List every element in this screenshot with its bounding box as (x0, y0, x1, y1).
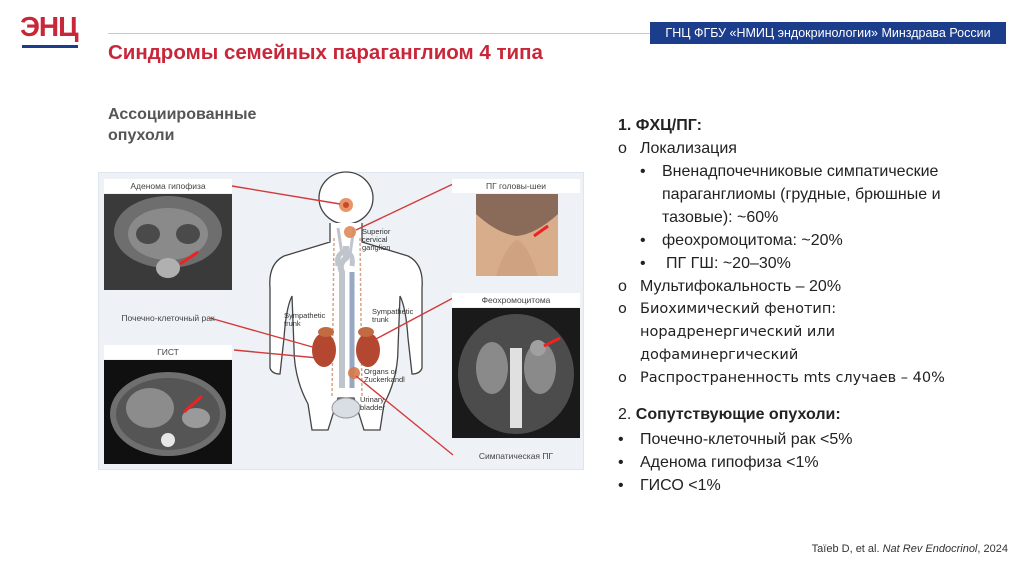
item-pheochromocytoma: • феохромоцитома: ~20% (640, 232, 843, 249)
label-sympathetic-trunk-right: Sympathetic trunk (372, 307, 414, 324)
label-zuckerkandl: Organs of Zuckerkandl (364, 367, 405, 384)
label-renal-cell-carcinoma: Почечно-клеточный рак (121, 313, 215, 323)
label-head-neck-pg: ПГ головы-шеи (452, 179, 580, 193)
item-giso: • ГИСО <1% (618, 477, 721, 494)
pituitary-mri-image (104, 194, 232, 290)
item-rcc: • Почечно-клеточный рак <5% (618, 431, 853, 448)
item-biochem-line3: дофаминергический (640, 347, 799, 363)
section2-heading: 2. Сопутствующие опухоли: (618, 406, 841, 423)
item-extra-adrenal-line3: тазовые): ~60% (662, 209, 779, 226)
header-divider (108, 33, 650, 34)
item-biochem-line2: норадренергический или (640, 324, 836, 340)
citation: Taïeb D, et al. Nat Rev Endocrinol, 2024 (811, 543, 1008, 555)
item-multifocality: o Мультифокальность – 20% (618, 278, 842, 295)
section1-heading: 1. ФХЦ/ПГ: (618, 117, 702, 134)
label-sympathetic-trunk-left: Sympathetic trunk (284, 311, 326, 328)
item-extra-adrenal: • Вненадпочечниковые симпатические (640, 163, 939, 180)
label-sympathetic-pg: Симпатическая ПГ (478, 451, 554, 461)
logo-text: ЭНЦ (20, 11, 78, 42)
org-banner: ГНЦ ФГБУ «НМИЦ эндокринологии» Минздрава России (650, 22, 1006, 44)
logo (20, 12, 82, 52)
label-superior-cervical-ganglion: Superior cervical ganglion (362, 227, 391, 252)
anatomy-figure (98, 168, 588, 470)
slide-title: Синдромы семейных параганглиом 4 типа (108, 41, 543, 64)
item-prevalence: o Распространенность mts случаев – 40% (618, 370, 945, 386)
pheo-ct-image (452, 308, 580, 438)
label-pituitary-adenoma: Аденома гипофиза (104, 179, 232, 193)
item-extra-adrenal-line2: параганглиомы (грудные, брюшные и (662, 186, 941, 203)
label-urinary-bladder: Urinary bladder (360, 395, 386, 412)
item-head-neck: • ПГ ГШ: ~20–30% (640, 255, 791, 272)
label-gist: ГИСТ (104, 345, 232, 359)
item-biochem: o Биохимический фенотип: (618, 301, 837, 317)
label-pheochromocytoma: Феохромоцитома (452, 293, 580, 307)
gist-ct-image (104, 360, 232, 464)
item-localization: o Локализация (618, 140, 737, 157)
neck-photo-image (476, 194, 558, 276)
figure-subtitle: Ассоциированные опухоли (108, 106, 257, 144)
logo-underline (22, 45, 78, 48)
item-pituitary: • Аденома гипофиза <1% (618, 454, 819, 471)
